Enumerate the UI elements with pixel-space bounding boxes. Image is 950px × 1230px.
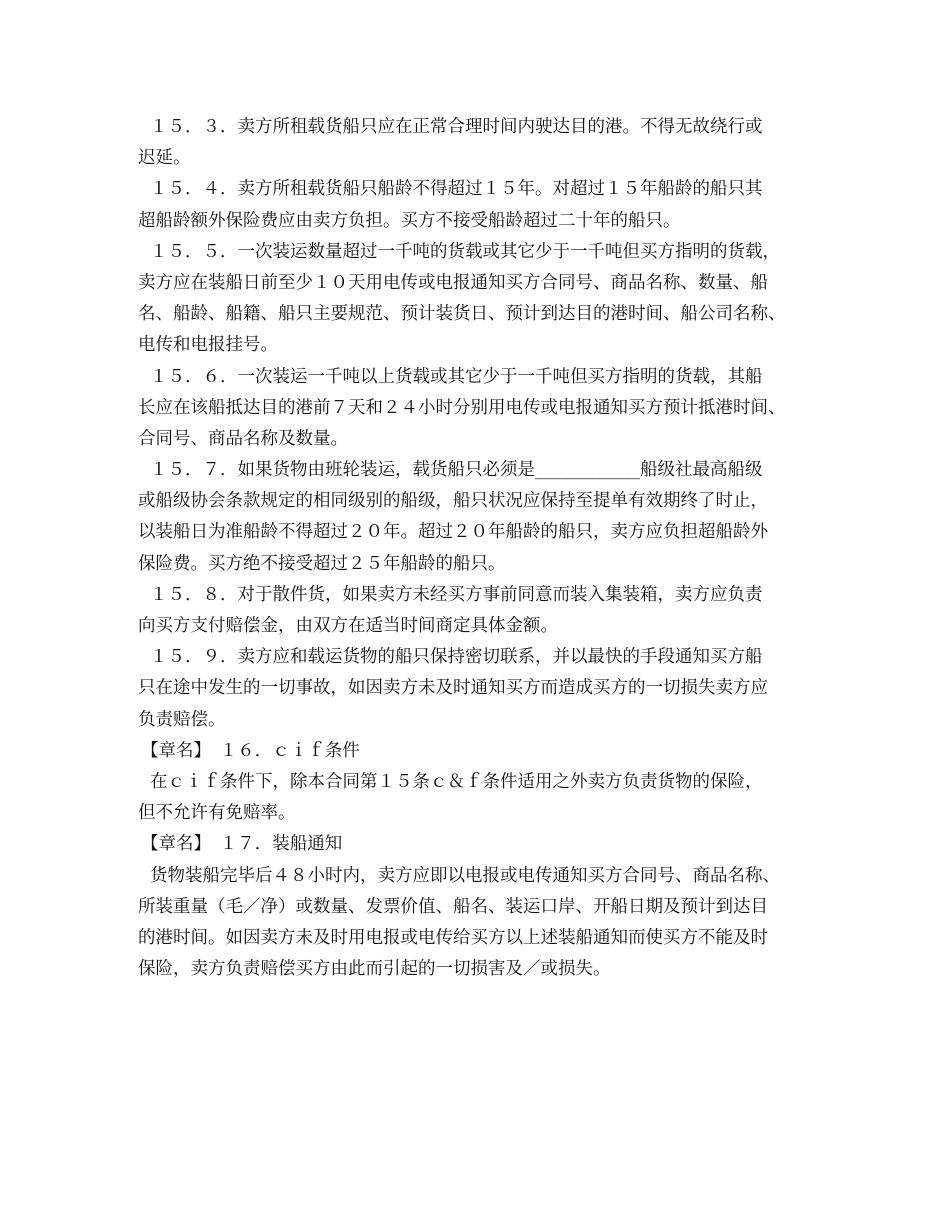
text-line: 但不允许有免赔率。 bbox=[138, 803, 296, 824]
text-line: 电传和电报挂号。 bbox=[138, 335, 278, 356]
chapter-heading: 【章名】 １７．装船通知 bbox=[141, 834, 343, 855]
text-line: 名、船龄、船籍、船只主要规范、预计装货日、预计到达目的港时间、船公司名称、 bbox=[138, 304, 786, 325]
text-line: １５．５．一次装运数量超过一千吨的货载或其它少于一千吨但买方指明的货载， bbox=[150, 241, 780, 262]
text-line: 负责赔偿。 bbox=[138, 709, 226, 730]
text-line: １５．９．卖方应和载运货物的船只保持密切联系，并以最快的手段通知买方船 bbox=[150, 647, 763, 668]
text-line: 只在途中发生的一切事故，如因卖方未及时通知买方而造成买方的一切损失卖方应 bbox=[138, 678, 768, 699]
text-line: 卖方应在装船日前至少１０天用电传或电报通知买方合同号、商品名称、数量、船 bbox=[138, 272, 768, 293]
chapter-heading: 【章名】 １６．ｃｉｆ条件 bbox=[141, 740, 360, 761]
text-line: １５．３．卖方所租载货船只应在正常合理时间内驶达目的港。不得无故绕行或 bbox=[150, 117, 763, 137]
text-line: 保险，卖方负责赔偿买方由此而引起的一切损害及／或损失。 bbox=[138, 959, 611, 980]
document-page bbox=[138, 112, 828, 985]
text-line: 合同号、商品名称及数量。 bbox=[138, 428, 348, 449]
text-line: 迟延。 bbox=[138, 148, 191, 169]
text-line: 长应在该船抵达目的港前７天和２４小时分别用电传或电报通知买方预计抵港时间、 bbox=[138, 397, 786, 418]
text-line: １５．６．一次装运一千吨以上货载或其它少于一千吨但买方指明的货载，其船 bbox=[150, 366, 763, 387]
text-line: 所装重量（毛／净）或数量、发票价值、船名、装运口岸、开船日期及预计到达目 bbox=[138, 896, 768, 917]
text-line: 向买方支付赔偿金，由双方在适当时间商定具体金额。 bbox=[138, 616, 558, 636]
text-line: １５．４．卖方所租载货船只船龄不得超过１５年。对超过１５年船龄的船只其 bbox=[150, 179, 763, 200]
text-line: 或船级协会条款规定的相同级别的船级，船只状况应保持至提单有效期终了时止， bbox=[138, 491, 768, 512]
text-line: １５．８．对于散件货，如果卖方未经买方事前同意而装入集装箱，卖方应负责 bbox=[150, 584, 763, 605]
text-line: 的港时间。如因卖方未及时用电报或电传给买方以上述装船通知而使买方不能及时 bbox=[138, 927, 768, 948]
text-line: 保险费。买方绝不接受超过２５年船龄的船只。 bbox=[138, 553, 506, 574]
text-line: 货物装船完毕后４８小时内，卖方应即以电报或电传通知买方合同号、商品名称、 bbox=[150, 865, 780, 886]
text-line: 在ｃｉｆ条件下，除本合同第１５条ｃ＆ｆ条件适用之外卖方负责货物的保险， bbox=[150, 771, 763, 792]
text-line: １５．７．如果货物由班轮装运，载货船只必须是____________船级社最高船级 bbox=[150, 460, 763, 481]
text-line: 超船龄额外保险费应由卖方负担。买方不接受船龄超过二十年的船只。 bbox=[138, 210, 681, 231]
text-line: 以装船日为准船龄不得超过２０年。超过２０年船龄的船只，卖方应负担超船龄外 bbox=[138, 522, 768, 543]
